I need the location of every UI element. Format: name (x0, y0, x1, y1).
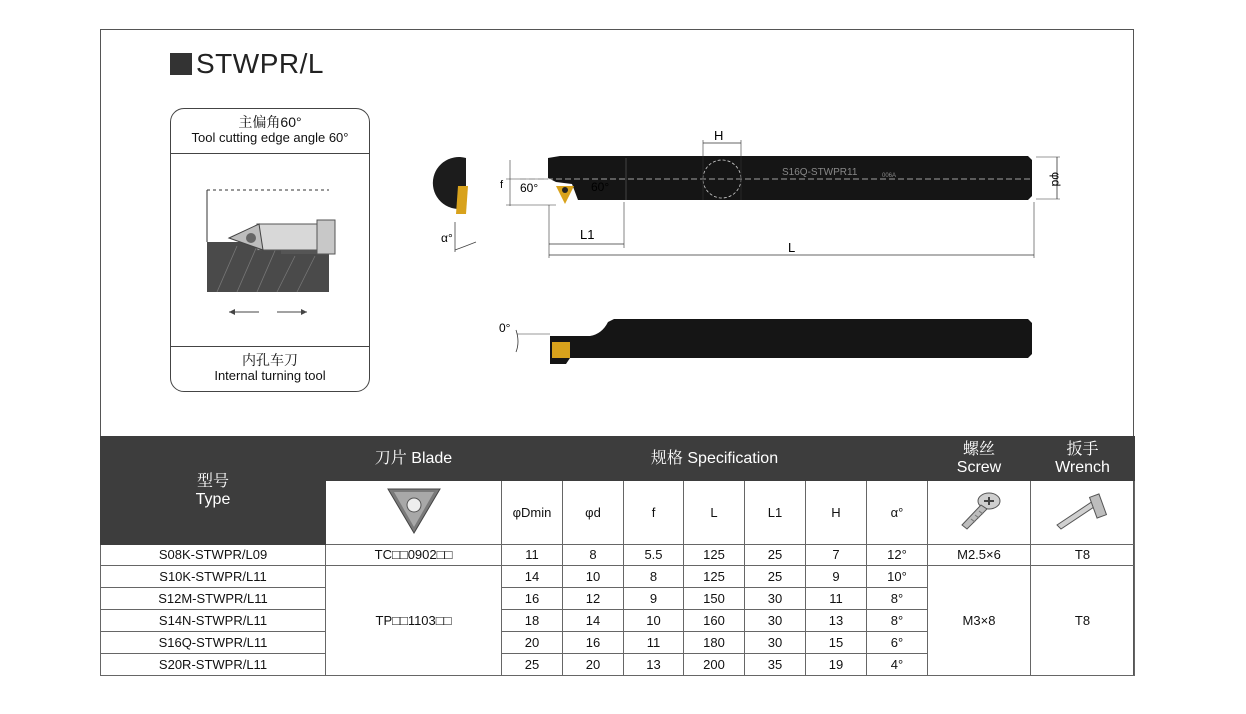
card-footer-cn: 内孔车刀 (242, 352, 298, 368)
row-screw: M3×8 (928, 566, 1031, 676)
H-label: H (714, 128, 724, 143)
L-label: L (788, 240, 796, 255)
blade-header: 刀片 Blade (326, 437, 502, 481)
angle-60-right-label: 60° (591, 180, 610, 194)
row-wrench: T8 (1031, 545, 1135, 566)
bar-engraving: S16Q-STWPR11 (782, 167, 858, 178)
col-alpha: α° (867, 481, 928, 545)
row-type: S10K-STWPR/L11 (101, 566, 326, 588)
wrench-icon (1053, 489, 1113, 533)
alpha-label: α° (441, 231, 453, 245)
page-title: STWPR/L (170, 48, 324, 80)
table-header-row (101, 437, 1135, 481)
card-header-en: Tool cutting edge angle 60° (191, 130, 349, 145)
table-row: S16Q-STWPR/L11 20 16 11 180 30 15 6° (101, 632, 1135, 654)
screw-image-cell (928, 481, 1031, 545)
spec-header: 规格 Specification (502, 437, 928, 481)
row-type: S16Q-STWPR/L11 (101, 632, 326, 654)
table-row: S08K-STWPR/L09 TC□□0902□□ 11 8 5.5 125 25 7 12° M2.5×6 T8 (101, 545, 1135, 566)
L1-label: L1 (580, 227, 595, 242)
spec-table (100, 436, 1135, 676)
col-dmin: φDmin (502, 481, 563, 545)
phi-d-label: φd (1049, 172, 1063, 187)
triangle-insert-icon (384, 485, 444, 537)
row-type: S20R-STWPR/L11 (101, 654, 326, 676)
card-header (171, 115, 369, 145)
row-wrench: T8 (1031, 566, 1135, 676)
row-type: S14N-STWPR/L11 (101, 610, 326, 632)
zero-deg-label: 0° (499, 321, 511, 335)
side-view-bar (499, 319, 1032, 364)
row-blade: TP□□1103□□ (326, 566, 502, 676)
screw-header: 螺丝 Screw (928, 437, 1031, 481)
screw-icon (955, 489, 1003, 533)
col-H: H (806, 481, 867, 545)
row-screw: M2.5×6 (928, 545, 1031, 566)
bar-engraving-small: 006A (882, 173, 897, 179)
tool-holder-drawing (420, 120, 1063, 380)
table-row: S20R-STWPR/L11 25 20 13 200 35 19 4° (101, 654, 1135, 676)
table-row: S12M-STWPR/L11 16 12 9 150 30 11 8° (101, 588, 1135, 610)
type-header: 型号 Type (101, 437, 326, 545)
row-type: S12M-STWPR/L11 (101, 588, 326, 610)
row-type: S08K-STWPR/L09 (101, 545, 326, 566)
end-view (433, 157, 476, 252)
table-row: S10K-STWPR/L11 TP□□1103□□ 14 10 8 125 25 9 10° M3×8 T8 (101, 566, 1135, 588)
internal-turning-illustration (171, 153, 369, 347)
angle-60-left-label: 60° (520, 181, 539, 195)
f-label: f (500, 179, 504, 191)
tool-angle-card (170, 108, 370, 392)
col-d: φd (563, 481, 624, 545)
col-L: L (684, 481, 745, 545)
card-footer (171, 353, 369, 383)
wrench-image-cell (1031, 481, 1135, 545)
col-L1: L1 (745, 481, 806, 545)
wrench-header: 扳手 Wrench (1031, 437, 1135, 481)
card-footer-en: Internal turning tool (214, 368, 326, 383)
table-row: S14N-STWPR/L11 18 14 10 160 30 13 8° (101, 610, 1135, 632)
row-blade: TC□□0902□□ (326, 545, 502, 566)
card-header-cn: 主偏角60° (238, 114, 302, 130)
title-square-icon (170, 53, 192, 75)
col-f: f (624, 481, 684, 545)
blade-image-cell (326, 481, 502, 545)
